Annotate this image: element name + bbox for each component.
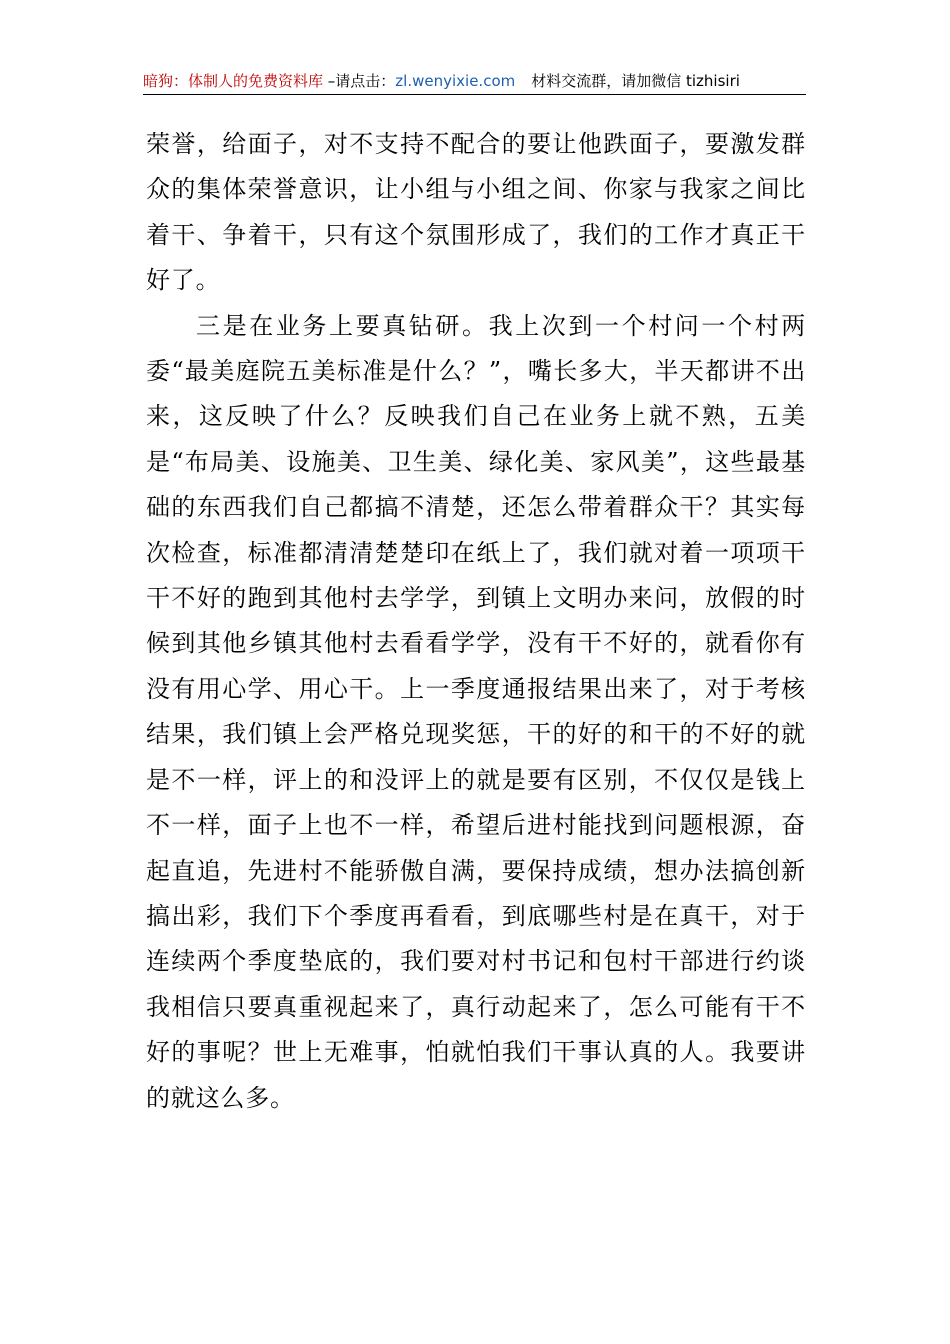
paragraph-continuation: 荣誉，给面子，对不支持不配合的要让他跌面子，要激发群众的集体荣誉意识，让小组与小组之间、你家与我家之间比着干、争着干，只有这个氛围形成了，我们的工作才真正干好了。 — [146, 130, 806, 295]
header-brand: 暗狗：体制人的免费资料库 — [143, 72, 324, 90]
header-link[interactable]: zl.wenyixie.com — [395, 72, 516, 90]
paragraph-point-three: 三是在业务上要真钻研。我上次到一个村问一个村两委“最美庭院五美标准是什么？”，嘴长多大，半天都讲不出来，这反映了什么？反映我们自己在业务上就不熟，五美是“布局美、设施美、卫生美、绿化美、家风美”，这些最基础的东西我们自己都搞不清楚，还怎么带着群众干？其实每次检查，标准都清清楚楚印在纸上了，我们就对着一项项干干不好的跑到其他村去学学，到镇上文明办来问，放假的时候到其他乡镇其他村去看看学学，没有干不好的，就看你有没有用心学、用心干。上一季度通报结果出来了，对于考核结果，我们镇上会严格兑现奖惩，干的好的和干的不好的就是不一样，评上的和没评上的就是要有区别，不仅仅是钱上不一样，面子上也不一样，希望后进村能找到问题根源，奋起直追，先进村不能骄傲自满，要保持成绩，想办法搞创新搞出彩，我们下个季度再看看，到底哪些村是在真干，对于连续两个季度垫底的，我们要对村书记和包村干部进行约谈我相信只要真重视起来了，真行动起来了，怎么可能有干不好的事呢？世上无难事，怕就怕我们干事认真的人。我要讲的就这么多。 — [146, 311, 806, 1112]
document-body — [146, 122, 806, 1121]
header-contact: 材料交流群，请加微信 tizhisiri — [531, 72, 740, 90]
page-header — [143, 70, 806, 95]
header-prompt: –请点击： — [323, 72, 396, 90]
